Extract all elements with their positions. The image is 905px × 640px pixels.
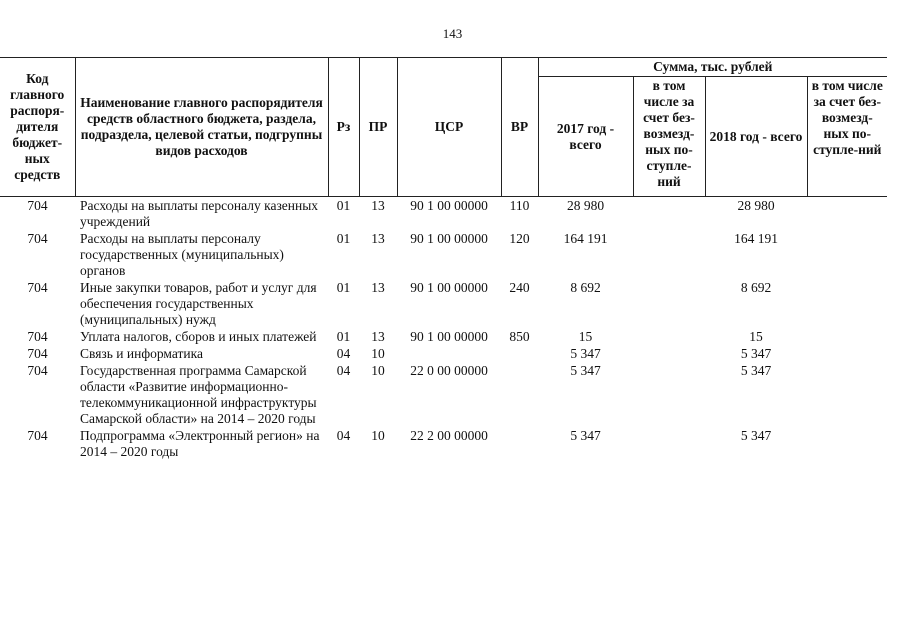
- header-csr: ЦСР: [397, 58, 501, 197]
- header-kod: Код главного распоря-дителя бюджет-ных средств: [0, 58, 75, 197]
- cell-2017-total: 5 347: [570, 346, 601, 361]
- cell-vr: 120: [509, 231, 530, 246]
- header-2017-free: в том числе за счет без-возмезд-ных по-ступле-ний: [633, 77, 705, 197]
- cell-rz: 04: [336, 346, 351, 361]
- cell-rz: 01: [336, 329, 351, 344]
- cell-2018-total: 5 347: [740, 428, 772, 443]
- header-vr: ВР: [501, 58, 538, 197]
- cell-name: Расходы на выплаты персоналу казенных учреждений: [80, 198, 319, 229]
- cell-pr: 13: [371, 280, 385, 295]
- cell-2018-free: [807, 328, 887, 345]
- cell-2017-total: 164 191: [563, 231, 608, 246]
- cell-rz: 01: [336, 198, 351, 213]
- cell-2018-total: 164 191: [734, 231, 778, 246]
- cell-vr: 850: [509, 329, 530, 344]
- cell-csr: 22 2 00 00000: [410, 428, 488, 443]
- cell-name: Расходы на выплаты персоналу государственных (муниципальных) органов: [80, 231, 284, 278]
- cell-2018-total: 5 347: [740, 363, 772, 378]
- cell-name: Связь и информатика: [80, 346, 203, 361]
- cell-rz: 04: [336, 428, 351, 443]
- cell-vr: [501, 427, 538, 460]
- cell-kod: 704: [27, 329, 48, 344]
- cell-kod: 704: [27, 346, 48, 361]
- cell-pr: 13: [371, 231, 385, 246]
- cell-pr: 10: [371, 346, 385, 361]
- cell-2017-total: 5 347: [570, 363, 601, 378]
- budget-table: [0, 57, 887, 460]
- cell-vr: 240: [509, 280, 530, 295]
- cell-2017-free: [633, 427, 705, 460]
- cell-2017-free: [633, 345, 705, 362]
- cell-name: Государственная программа Самарской области «Развитие информационно-телекоммуникационной инфраструктуры Самарской области» на 2014 – 2020 годы: [80, 363, 317, 426]
- header-rz: Рз: [328, 58, 359, 197]
- cell-2017-free: [633, 362, 705, 427]
- cell-2018-total: 28 980: [737, 198, 775, 213]
- cell-2017-total: 28 980: [566, 198, 605, 213]
- cell-rz: 01: [336, 280, 351, 295]
- cell-2018-free: [807, 197, 887, 231]
- cell-2018-free: [807, 427, 887, 460]
- header-sum: Сумма, тыс. рублей: [538, 58, 887, 77]
- cell-2017-free: [633, 230, 705, 279]
- page-number: 143: [442, 26, 463, 41]
- cell-2018-free: [807, 345, 887, 362]
- table-row: [0, 345, 887, 362]
- cell-csr: 90 1 00 00000: [410, 231, 488, 246]
- table-row: [0, 279, 887, 328]
- cell-2018-free: [807, 230, 887, 279]
- table-row: [0, 328, 887, 345]
- cell-pr: 10: [371, 363, 385, 378]
- cell-name: Подпрограмма «Электронный регион» на 2014 – 2020 годы: [80, 428, 320, 459]
- cell-pr: 13: [371, 198, 385, 213]
- cell-2017-total: 15: [578, 329, 593, 344]
- cell-csr: [397, 345, 501, 362]
- cell-name: Иные закупки товаров, работ и услуг для обеспечения государственных (муниципальных) нужд: [80, 280, 317, 327]
- cell-2018-total: 15: [749, 329, 763, 344]
- cell-2018-free: [807, 362, 887, 427]
- cell-rz: 01: [336, 231, 351, 246]
- cell-name: Уплата налогов, сборов и иных платежей: [80, 329, 317, 344]
- table-row: [0, 427, 887, 460]
- table-row: [0, 362, 887, 427]
- cell-2017-free: [633, 197, 705, 231]
- header-2018-free: в том числе за счет без-возмезд-ных по-ступле-ний: [807, 77, 887, 197]
- cell-vr: [501, 345, 538, 362]
- cell-kod: 704: [27, 428, 48, 443]
- cell-2018-total: 5 347: [740, 346, 772, 361]
- cell-csr: 22 0 00 00000: [410, 363, 488, 378]
- cell-kod: 704: [27, 198, 48, 213]
- cell-2017-free: [633, 279, 705, 328]
- cell-pr: 13: [371, 329, 385, 344]
- table-header: [0, 58, 887, 197]
- header-name: Наименование главного распорядителя средств областного бюджета, раздела, подраздела, целевой статьи, подгрупны видов расходов: [75, 58, 328, 197]
- cell-csr: 90 1 00 00000: [410, 329, 488, 344]
- table-row: [0, 230, 887, 279]
- cell-rz: 04: [336, 363, 351, 378]
- cell-vr: 110: [509, 198, 530, 213]
- cell-2018-free: [807, 279, 887, 328]
- cell-pr: 10: [371, 428, 385, 443]
- cell-vr: [501, 362, 538, 427]
- table-body: [0, 197, 887, 461]
- table-row: [0, 197, 887, 231]
- cell-2018-total: 8 692: [740, 280, 772, 295]
- header-2018-total: 2018 год - всего: [705, 77, 807, 197]
- header-2017-total: 2017 год - всего: [538, 77, 633, 197]
- cell-csr: 90 1 00 00000: [410, 280, 488, 295]
- cell-kod: 704: [27, 231, 48, 246]
- cell-kod: 704: [27, 280, 48, 295]
- cell-csr: 90 1 00 00000: [410, 198, 488, 213]
- cell-2017-free: [633, 328, 705, 345]
- cell-kod: 704: [27, 363, 48, 378]
- header-pr: ПР: [359, 58, 397, 197]
- cell-2017-total: 5 347: [570, 428, 601, 443]
- cell-2017-total: 8 692: [570, 280, 601, 295]
